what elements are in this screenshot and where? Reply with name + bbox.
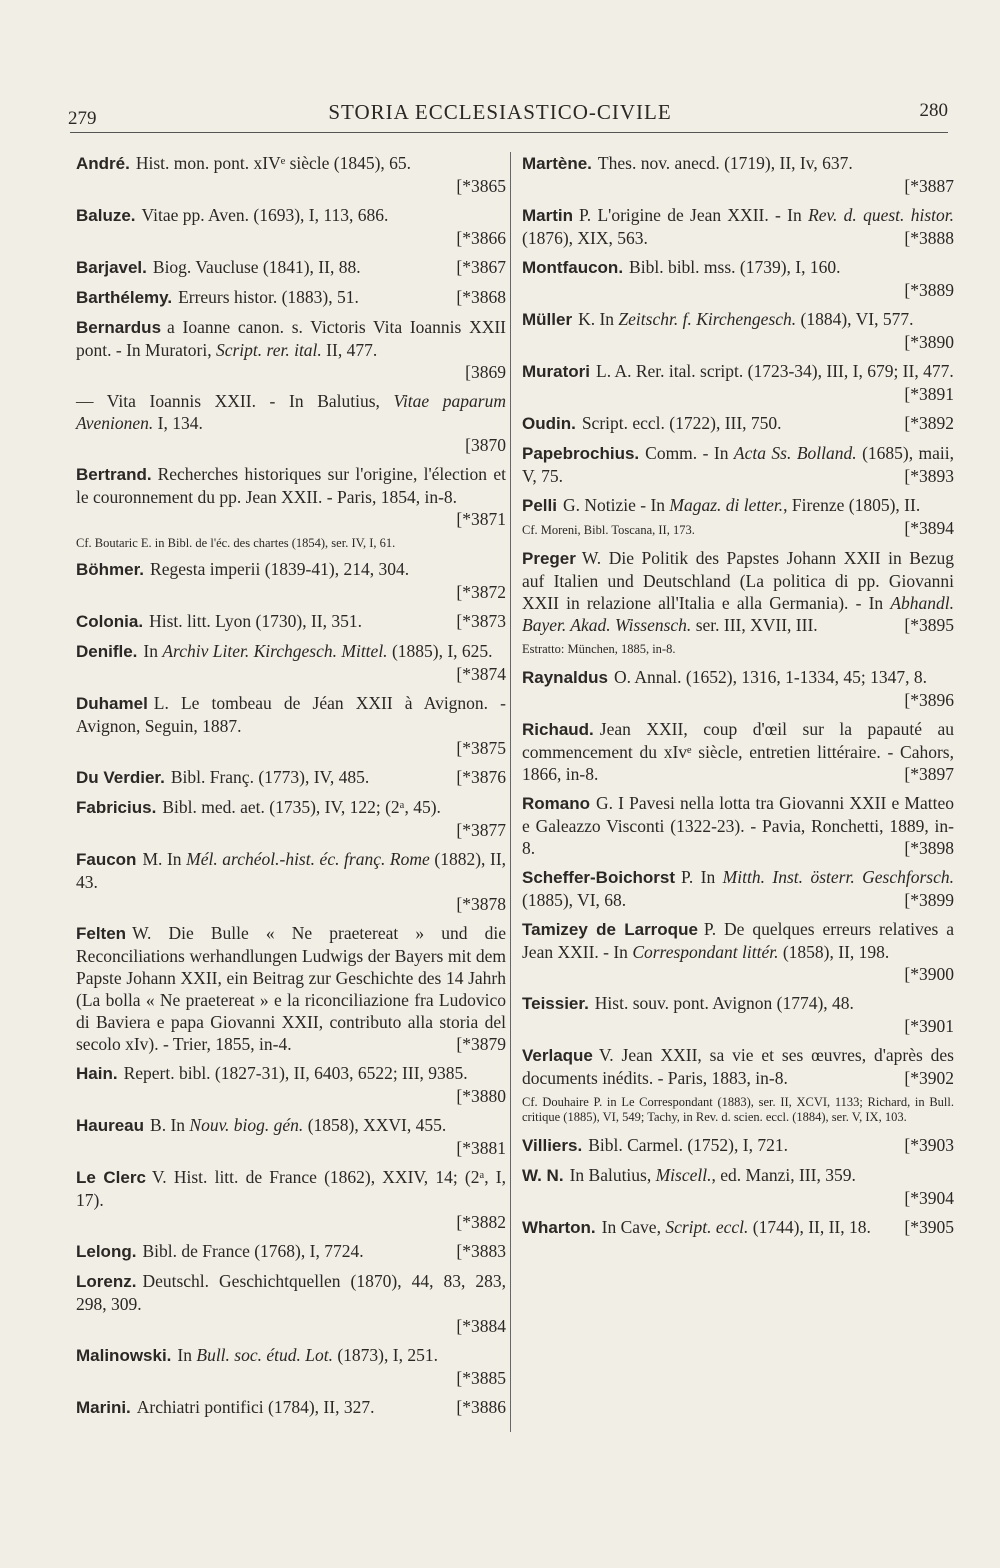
entry-author: Tamizey de Larroque bbox=[522, 920, 698, 939]
entry-title-italic: Abhandl. Bayer. Akad. Wissensch. bbox=[522, 593, 955, 635]
entry-reference-number: [*3901 bbox=[904, 1016, 954, 1036]
bibliography-entry bbox=[76, 1166, 506, 1233]
bibliography-entry bbox=[522, 204, 954, 249]
entry-text: Hist. litt. Lyon (1730), II, 351. bbox=[149, 611, 362, 631]
entry-text: V. Hist. litt. de France (1862), XXIV, 14; (2ᵃ, I, 17). bbox=[76, 1167, 507, 1210]
entry-reference-number: [*3881 bbox=[456, 1138, 506, 1158]
entry-text: Comm. - In bbox=[645, 443, 729, 463]
entry-text: Bibl. Carmel. (1752), I, 721. bbox=[588, 1135, 788, 1155]
entry-reference-number: [*3873 bbox=[456, 611, 506, 631]
entry-reference-number: [*3883 bbox=[456, 1241, 506, 1261]
bibliography-entry bbox=[76, 1114, 506, 1159]
entry-reference-number: [3869 bbox=[465, 362, 506, 382]
entry-text: Script. eccl. (1722), III, 750. bbox=[581, 413, 782, 433]
bibliography-entry bbox=[76, 692, 506, 759]
entry-reference-number: [*3874 bbox=[456, 664, 506, 684]
entry-author: Preger bbox=[522, 549, 576, 568]
bibliography-entry bbox=[522, 918, 954, 985]
entry-reference-number: [*3876 bbox=[456, 767, 506, 787]
entry-text: L. A. Rer. ital. script. (1723-34), III, I, 679; II, 477. bbox=[596, 361, 954, 381]
entry-text-continued: , ed. Manzi, III, 359. bbox=[711, 1165, 856, 1185]
entry-reference-number: [*3868 bbox=[456, 287, 506, 307]
entry-text: Biog. Vaucluse (1841), II, 88. bbox=[152, 257, 361, 277]
entry-reference-number: [*3871 bbox=[456, 509, 506, 529]
entry-reference-number: [3870 bbox=[465, 435, 506, 455]
entry-reference-number: [*3899 bbox=[904, 890, 954, 910]
entry-title-italic: Correspondant littér. bbox=[632, 942, 779, 962]
entry-author: Richaud. bbox=[522, 720, 594, 739]
entry-author: Böhmer. bbox=[76, 560, 145, 579]
bibliography-entry bbox=[522, 360, 954, 405]
entry-text: Thes. nov. anecd. (1719), II, Iv, 637. bbox=[597, 153, 853, 173]
running-title: STORIA ECCLESIASTICO-CIVILE bbox=[328, 100, 672, 124]
entry-text-continued: I, 134. bbox=[157, 413, 203, 433]
entry-reference-number: [*3879 bbox=[456, 1034, 506, 1054]
entry-text: P. L'origine de Jean XXII. - In bbox=[579, 205, 802, 225]
entry-text-continued: (1685), maii, V, 75. bbox=[522, 443, 955, 486]
column-divider bbox=[510, 152, 511, 1432]
entry-author: Fabricius. bbox=[76, 798, 157, 817]
entry-title-italic: Vitae paparum Avenionen. bbox=[76, 391, 506, 433]
entry-author: Papebrochius. bbox=[522, 444, 640, 463]
entry-title-italic: Mitth. Inst. österr. Geschforsch. bbox=[722, 867, 954, 887]
entry-reference-number: [*3877 bbox=[456, 820, 506, 840]
entry-author: Hain. bbox=[76, 1064, 118, 1083]
entry-title-italic: Nouv. biog. gén. bbox=[189, 1115, 304, 1135]
bibliography-entry bbox=[76, 463, 506, 551]
entry-reference-number: [*3903 bbox=[904, 1135, 954, 1155]
entry-reference-number: [*3886 bbox=[456, 1397, 506, 1417]
entry-author: W. N. bbox=[522, 1166, 564, 1185]
entry-text-continued: (1873), I, 251. bbox=[337, 1345, 438, 1365]
entry-title-italic: Miscell. bbox=[655, 1165, 712, 1185]
bibliography-entry bbox=[76, 1240, 506, 1263]
entry-text: O. Annal. (1652), 1316, 1-1334, 45; 1347, 8. bbox=[613, 667, 928, 687]
entry-reference-number: [*3897 bbox=[904, 764, 954, 784]
entry-reference-number: [*3889 bbox=[904, 280, 954, 300]
entry-author: Haureau bbox=[76, 1116, 145, 1135]
entry-title-italic: Script. eccl. bbox=[665, 1217, 749, 1237]
entry-reference-number: [*3894 bbox=[904, 518, 954, 538]
right-page-number: 280 bbox=[919, 100, 948, 121]
entry-note: Cf. Boutaric E. in Bibl. de l'éc. des chartes (1854), ser. IV, I, 61. bbox=[76, 536, 396, 550]
bibliography-entry bbox=[522, 152, 954, 197]
bibliography-entry bbox=[522, 308, 954, 353]
entry-author: Lelong. bbox=[76, 1242, 137, 1261]
bibliography-entry bbox=[522, 866, 954, 911]
entry-author: Barjavel. bbox=[76, 258, 147, 277]
entry-reference-number: [*3896 bbox=[904, 690, 954, 710]
entry-author: Wharton. bbox=[522, 1218, 596, 1237]
bibliography-entry bbox=[522, 442, 954, 487]
entry-text: L. Le tombeau de Jéan XXII à Avignon. - Avignon, Seguin, 1887. bbox=[76, 693, 506, 736]
bibliography-entry bbox=[76, 204, 506, 249]
entry-text-continued: (1744), II, II, 18. bbox=[752, 1217, 871, 1237]
entry-author: Pelli bbox=[522, 496, 557, 515]
bibliography-entry bbox=[522, 992, 954, 1037]
entry-reference-number: [*3905 bbox=[904, 1217, 954, 1237]
entry-text: Bibl. de France (1768), I, 7724. bbox=[142, 1241, 364, 1261]
entry-author: Raynaldus bbox=[522, 668, 608, 687]
entry-author: Baluze. bbox=[76, 206, 136, 225]
header-rule bbox=[70, 132, 948, 133]
entry-author: Müller bbox=[522, 310, 573, 329]
entry-reference-number: [*3866 bbox=[456, 228, 506, 248]
entry-reference-number: [*3872 bbox=[456, 582, 506, 602]
entry-reference-number: [*3875 bbox=[456, 738, 506, 758]
entry-note: Estratto: München, 1885, in-8. bbox=[522, 642, 676, 656]
entry-author: Romano bbox=[522, 794, 590, 813]
bibliography-entry bbox=[76, 1396, 506, 1419]
entry-title-italic: Mél. archéol.-hist. éc. franç. Rome bbox=[186, 849, 430, 869]
entry-text-continued: II, 477. bbox=[326, 340, 378, 360]
entry-text: In Balutius, bbox=[569, 1165, 652, 1185]
bibliography-entry bbox=[76, 1270, 506, 1337]
entry-text: In bbox=[177, 1345, 192, 1365]
entry-author: Scheffer-Boichorst bbox=[522, 868, 676, 887]
bibliography-entry bbox=[522, 1044, 954, 1127]
entry-author: André. bbox=[76, 154, 130, 173]
bibliography-entry bbox=[76, 256, 506, 279]
entry-title-italic: Rev. d. quest. histor. bbox=[808, 205, 955, 225]
bibliography-entry bbox=[76, 1062, 506, 1107]
entry-author: Teissier. bbox=[522, 994, 589, 1013]
entry-author: Martin bbox=[522, 206, 573, 225]
entry-text-continued: (1876), XIX, 563. bbox=[522, 228, 648, 248]
entry-author: Le Clerc bbox=[76, 1168, 146, 1187]
entry-title-italic: Zeitschr. f. Kirchengesch. bbox=[618, 309, 797, 329]
bibliography-entry bbox=[522, 666, 954, 711]
entry-text: a Ioanne canon. s. Victoris Vita Ioannis XXII pont. - In Muratori, bbox=[76, 317, 506, 360]
entry-author: Colonia. bbox=[76, 612, 144, 631]
entry-note: Cf. Douhaire P. in Le Correspondant (1883), ser. II, XCVI, 1133; Richard, in Bull. critique (1885), VI, 549; Tachy, in Rev. d. scien. eccl. (1884), ser. V, IX, 103. bbox=[522, 1095, 954, 1124]
right-column bbox=[522, 152, 954, 1246]
entry-reference-number: [*3878 bbox=[456, 894, 506, 914]
entry-text: Bibl. bibl. mss. (1739), I, 160. bbox=[629, 257, 841, 277]
entry-text: Regesta imperii (1839-41), 214, 304. bbox=[150, 559, 410, 579]
entry-reference-number: [*3895 bbox=[904, 615, 954, 635]
entry-author: Lorenz. bbox=[76, 1272, 137, 1291]
entry-text: Jean XXII, coup d'œil sur la papauté au commencement du xIvᵉ siècle, entretien littéraire. - Cahors, 1866, in-8. bbox=[522, 719, 954, 784]
bibliography-entry bbox=[76, 610, 506, 633]
entry-author: Verlaque bbox=[522, 1046, 593, 1065]
entry-author: Felten bbox=[76, 924, 127, 943]
entry-text: K. In bbox=[578, 309, 615, 329]
bibliography-entry bbox=[76, 558, 506, 603]
entry-author: Du Verdier. bbox=[76, 768, 165, 787]
bibliography-entry bbox=[522, 1164, 954, 1209]
entry-author: Martène. bbox=[522, 154, 592, 173]
bibliography-entry bbox=[522, 718, 954, 785]
bibliography-entry bbox=[76, 766, 506, 789]
entry-author: Bernardus bbox=[76, 318, 162, 337]
entry-text: Recherches historiques sur l'origine, l'élection et le couronnement du pp. Jean XXII. - Paris, 1854, in-8. bbox=[76, 464, 506, 507]
entry-author: Montfaucon. bbox=[522, 258, 624, 277]
entry-title-italic: Acta Ss. Bolland. bbox=[733, 443, 857, 463]
entry-reference-number: [*3882 bbox=[456, 1212, 506, 1232]
bibliography-entry bbox=[522, 1134, 954, 1157]
entry-text-continued: (1885), VI, 68. bbox=[522, 890, 627, 910]
entry-text: P. De quelques erreurs relatives a Jean XXII. - In bbox=[522, 919, 954, 962]
entry-text-continued: (1858), XXVI, 455. bbox=[307, 1115, 447, 1135]
entry-text: G. Notizie - In bbox=[562, 495, 666, 515]
entry-author: Muratori bbox=[522, 362, 590, 381]
entry-reference-number: [*3867 bbox=[456, 257, 506, 277]
bibliography-entry bbox=[522, 494, 954, 540]
left-column bbox=[76, 152, 506, 1426]
entry-reference-number: [*3880 bbox=[456, 1086, 506, 1106]
entry-text: W. Die Bulle « Ne praetereat » und die Reconciliations werhandlungen Ludwigs der Bayers mit dem Papste Johann XXII, ein Beitrag zur Geschichte des 14 Jahrh (La bolla « Ne praetereat » e la riconciliazione fra Ludovico di Baviera e papa Giovanni XXII, contributo alla storia del secolo xIv). - Trier, 1855, in-4. bbox=[76, 923, 506, 1054]
entry-text-continued: ser. III, XVII, III. bbox=[695, 615, 818, 635]
bibliography-entry bbox=[76, 848, 506, 915]
bibliography-entry bbox=[76, 152, 506, 197]
entry-text: Erreurs histor. (1883), 51. bbox=[178, 287, 359, 307]
entry-author: Faucon bbox=[76, 850, 137, 869]
entry-reference-number: [*3902 bbox=[904, 1068, 954, 1088]
entry-title-italic: Archiv Liter. Kirchgesch. Mittel. bbox=[162, 641, 388, 661]
entry-text: Bibl. Franç. (1773), IV, 485. bbox=[170, 767, 370, 787]
page-header bbox=[0, 0, 1000, 140]
entry-author: Duhamel bbox=[76, 694, 148, 713]
entry-text: — Vita Ioannis XXII. - In Balutius, bbox=[76, 391, 380, 411]
bibliography-entry bbox=[522, 547, 954, 659]
entry-reference-number: [*3904 bbox=[904, 1188, 954, 1208]
entry-author: Marini. bbox=[76, 1398, 131, 1417]
entry-text: W. Die Politik des Papstes Johann XXII in Bezug auf Italien und Deutschland (La politica di pp. Giovanni XXII in relazione all'Italia e alla Germania). - In bbox=[522, 548, 954, 613]
entry-text: Repert. bibl. (1827-31), II, 6403, 6522; III, 9385. bbox=[123, 1063, 468, 1083]
left-page-number: 279 bbox=[68, 108, 97, 129]
entry-title-italic: Script. rer. ital. bbox=[215, 340, 322, 360]
bibliography-entry bbox=[522, 412, 954, 435]
bibliography-entry bbox=[76, 1344, 506, 1389]
entry-text-continued: , Firenze (1805), II. bbox=[783, 495, 921, 515]
entry-reference-number: [*3890 bbox=[904, 332, 954, 352]
entry-text: M. In bbox=[142, 849, 182, 869]
entry-author: Denifle. bbox=[76, 642, 138, 661]
entry-reference-number: [*3885 bbox=[456, 1368, 506, 1388]
entry-reference-number: [*3893 bbox=[904, 466, 954, 486]
entry-text: Archiatri pontifici (1784), II, 327. bbox=[136, 1397, 375, 1417]
entry-reference-number: [*3900 bbox=[904, 964, 954, 984]
bibliography-entry bbox=[76, 286, 506, 309]
bibliography-entry bbox=[522, 256, 954, 301]
entry-text: Deutschl. Geschichtquellen (1870), 44, 83, 283, 298, 309. bbox=[76, 1271, 506, 1314]
entry-text-continued: (1884), VI, 577. bbox=[800, 309, 914, 329]
entry-reference-number: [*3887 bbox=[904, 176, 954, 196]
entry-reference-number: [*3892 bbox=[904, 413, 954, 433]
entry-text-continued: (1885), I, 625. bbox=[391, 641, 493, 661]
bibliography-entry bbox=[76, 796, 506, 841]
entry-author: Bertrand. bbox=[76, 465, 152, 484]
bibliography-entry bbox=[76, 390, 506, 456]
bibliography-entry bbox=[76, 640, 506, 685]
entry-text: Hist. souv. pont. Avignon (1774), 48. bbox=[594, 993, 854, 1013]
entry-author: Villiers. bbox=[522, 1136, 583, 1155]
entry-author: Malinowski. bbox=[76, 1346, 172, 1365]
entry-text: Hist. mon. pont. xIVᵉ siècle (1845), 65. bbox=[135, 153, 412, 173]
entry-text: G. I Pavesi nella lotta tra Giovanni XXII e Matteo e Galeazzo Visconti (1322-23). - Pavia, Ronchetti, 1889, in-8. bbox=[522, 793, 954, 858]
entry-reference-number: [*3865 bbox=[456, 176, 506, 196]
bibliography-entry bbox=[76, 316, 506, 383]
entry-text: In bbox=[143, 641, 158, 661]
entry-text: V. Jean XXII, sa vie et ses œuvres, d'après des documents inédits. - Paris, 1883, in-8. bbox=[522, 1045, 954, 1088]
entry-reference-number: [*3888 bbox=[904, 228, 954, 248]
entry-reference-number: [*3891 bbox=[904, 384, 954, 404]
bibliography-entry bbox=[522, 1216, 954, 1239]
entry-title-italic: Magaz. di letter. bbox=[669, 495, 784, 515]
entry-text: P. In bbox=[681, 867, 716, 887]
entry-author: Barthélemy. bbox=[76, 288, 173, 307]
entry-title-italic: Bull. soc. étud. Lot. bbox=[196, 1345, 333, 1365]
entry-text: B. In bbox=[150, 1115, 186, 1135]
entry-text: Vitae pp. Aven. (1693), I, 113, 686. bbox=[141, 205, 389, 225]
entry-text: In Cave, bbox=[601, 1217, 661, 1237]
bibliography-entry bbox=[522, 792, 954, 859]
entry-reference-number: [*3884 bbox=[456, 1316, 506, 1336]
bibliography-entry bbox=[76, 922, 506, 1055]
entry-reference-number: [*3898 bbox=[904, 838, 954, 858]
entry-text-continued: (1882), II, 43. bbox=[76, 849, 507, 892]
entry-text: Bibl. med. aet. (1735), IV, 122; (2ᵃ, 45). bbox=[162, 797, 441, 817]
entry-note: Cf. Moreni, Bibl. Toscana, II, 173. bbox=[522, 523, 695, 537]
entry-text-continued: (1858), II, 198. bbox=[782, 942, 890, 962]
entry-author: Oudin. bbox=[522, 414, 576, 433]
